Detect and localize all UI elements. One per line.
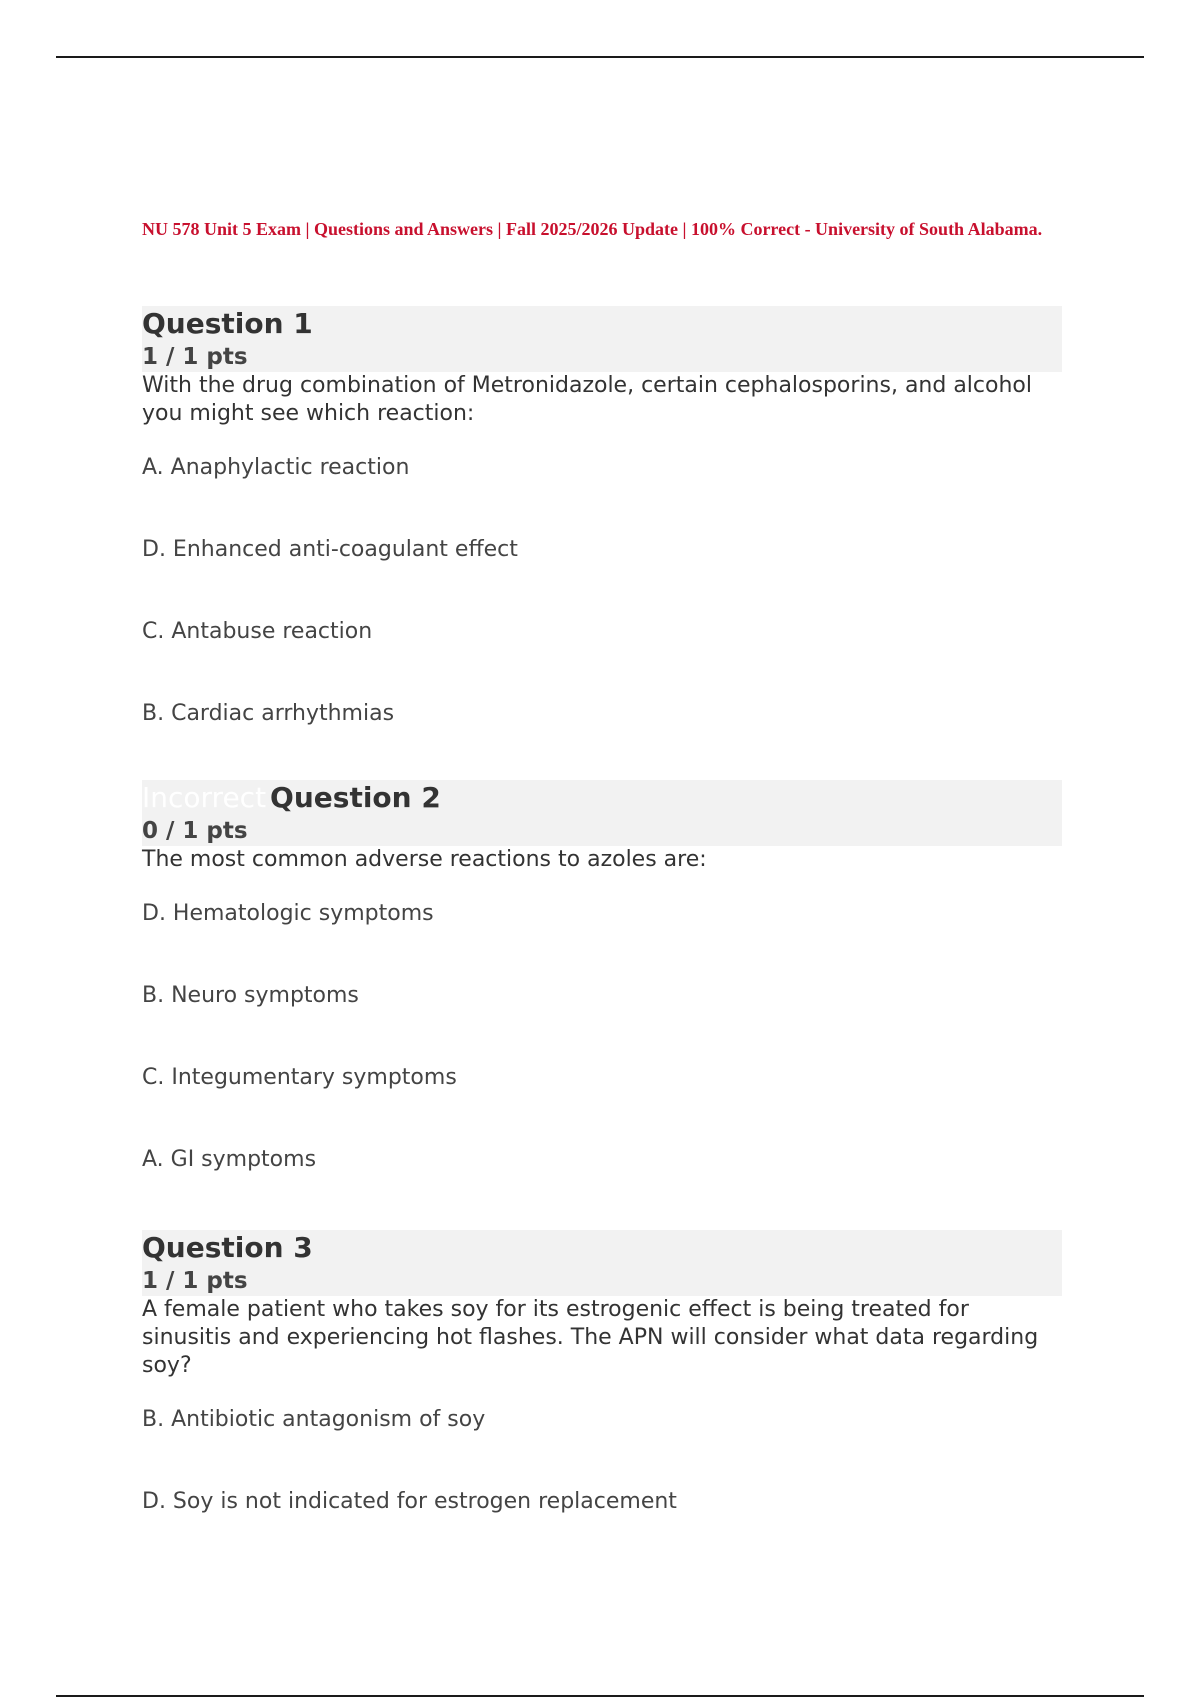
document-title: NU 578 Unit 5 Exam | Questions and Answers | Fall 2025/2026 Update | 100% Correct - University of South Alabama. [142,219,1043,239]
answer-option[interactable]: D. Soy is not indicated for estrogen replacement [142,1489,677,1514]
question-title [142,780,441,816]
question-title [142,306,313,342]
question-title-text: Question 2 [270,781,441,814]
incorrect-status-label: Incorrect [142,781,267,814]
question-header [142,306,1062,372]
answer-option[interactable]: A. GI symptoms [142,1147,317,1172]
top-rule [56,56,1144,58]
answer-option[interactable]: C. Antabuse reaction [142,619,373,644]
answer-option[interactable]: D. Hematologic symptoms [142,901,434,926]
question-1 [142,306,1062,782]
question-text: The most common adverse reactions to azoles are: [142,847,707,872]
question-title [142,1230,313,1266]
answer-list [142,900,1062,1228]
answer-option[interactable]: B. Antibiotic antagonism of soy [142,1407,486,1432]
question-points: 0 / 1 pts [142,818,248,844]
question-header [142,780,1062,846]
question-3 [142,1230,1062,1570]
question-text: A female patient who takes soy for its estrogenic effect is being treated for sinusitis and experiencing hot flashes. The APN will consider what data regarding soy? [142,1297,1039,1378]
question-title-text: Question 1 [142,307,313,340]
question-points: 1 / 1 pts [142,344,248,370]
question-text: With the drug combination of Metronidazole, certain cephalosporins, and alcohol you might see which reaction: [142,373,1032,426]
bottom-rule [56,1695,1144,1697]
question-points: 1 / 1 pts [142,1268,248,1294]
answer-option[interactable]: D. Enhanced anti-coagulant effect [142,537,518,562]
answer-option[interactable]: A. Anaphylactic reaction [142,455,410,480]
answer-list [142,454,1062,782]
question-title-text: Question 3 [142,1231,313,1264]
question-2 [142,780,1062,1228]
answer-list [142,1406,1062,1570]
answer-option[interactable]: B. Neuro symptoms [142,983,359,1008]
answer-option[interactable]: C. Integumentary symptoms [142,1065,457,1090]
question-header [142,1230,1062,1296]
answer-option[interactable]: B. Cardiac arrhythmias [142,701,395,726]
